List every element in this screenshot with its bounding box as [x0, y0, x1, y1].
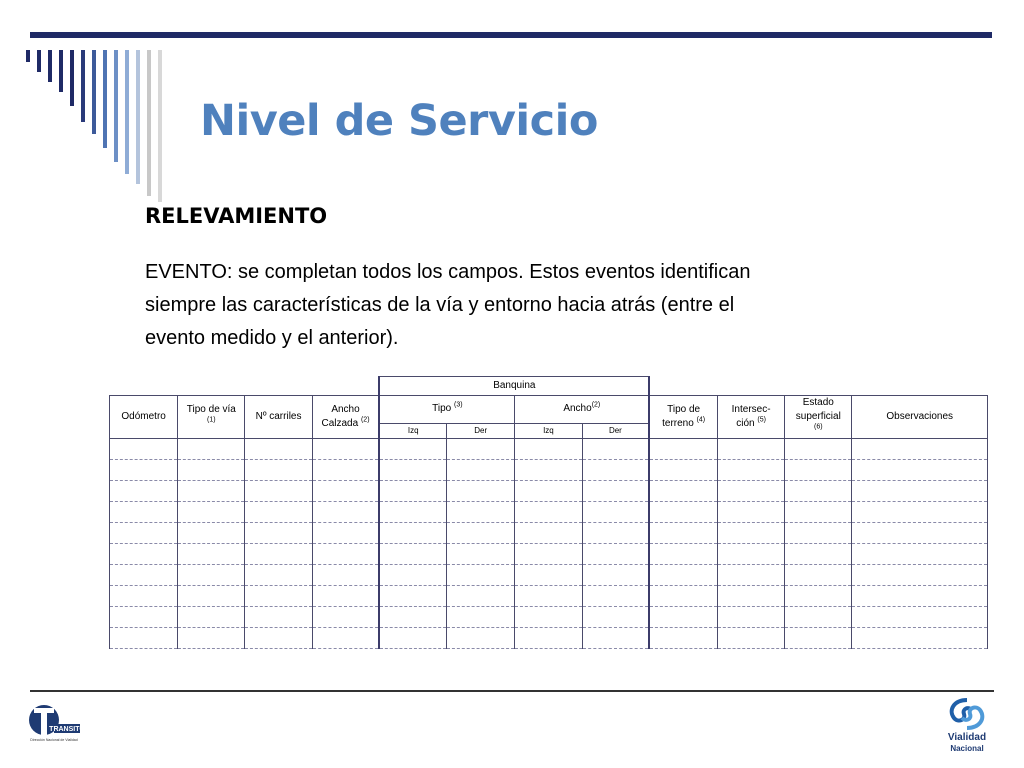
- table-cell[interactable]: [379, 481, 446, 502]
- table-cell[interactable]: [515, 544, 582, 565]
- table-cell[interactable]: [178, 628, 245, 649]
- transito-logo: [28, 702, 82, 744]
- table-cell[interactable]: [245, 586, 312, 607]
- table-cell[interactable]: [312, 607, 379, 628]
- tipo-izq-header: Izq: [379, 423, 446, 438]
- table-cell[interactable]: [852, 565, 988, 586]
- table-cell[interactable]: [110, 523, 178, 544]
- table-cell[interactable]: [785, 502, 852, 523]
- table-cell[interactable]: [110, 628, 178, 649]
- table-row: [110, 439, 988, 460]
- table-cell[interactable]: [515, 607, 582, 628]
- table-cell[interactable]: [515, 439, 582, 460]
- table-cell[interactable]: [245, 628, 312, 649]
- table-cell[interactable]: [515, 628, 582, 649]
- table-cell[interactable]: [312, 586, 379, 607]
- table-cell[interactable]: [852, 586, 988, 607]
- table-cell[interactable]: [717, 481, 784, 502]
- table-cell[interactable]: [447, 628, 515, 649]
- table-cell[interactable]: [785, 586, 852, 607]
- tipo-header: Tipo $^{(3)}$: [379, 396, 514, 424]
- table-row: [110, 544, 988, 565]
- table-cell[interactable]: [110, 607, 178, 628]
- table-cell[interactable]: [178, 460, 245, 481]
- table-cell[interactable]: [245, 565, 312, 586]
- table-cell[interactable]: [312, 565, 379, 586]
- table-cell[interactable]: [717, 439, 784, 460]
- banquina-header: Banquina: [379, 377, 649, 396]
- table-cell[interactable]: [717, 565, 784, 586]
- table-cell[interactable]: [717, 628, 784, 649]
- table-cell[interactable]: [649, 544, 717, 565]
- survey-table-container: [109, 376, 988, 658]
- table-cell[interactable]: [178, 586, 245, 607]
- table-cell[interactable]: [852, 523, 988, 544]
- table-cell[interactable]: [312, 460, 379, 481]
- table-cell[interactable]: [110, 502, 178, 523]
- table-cell[interactable]: [312, 481, 379, 502]
- table-cell[interactable]: [515, 502, 582, 523]
- tipo-terreno-header: Tipo de terreno $^{(4)}$: [649, 396, 717, 439]
- table-cell[interactable]: [447, 565, 515, 586]
- table-cell[interactable]: [312, 544, 379, 565]
- table-cell[interactable]: [178, 523, 245, 544]
- table-cell[interactable]: [582, 460, 649, 481]
- table-cell[interactable]: [515, 460, 582, 481]
- table-cell[interactable]: [447, 439, 515, 460]
- top-rule: [30, 32, 992, 38]
- table-cell[interactable]: [785, 544, 852, 565]
- table-cell[interactable]: [110, 565, 178, 586]
- table-cell[interactable]: [312, 439, 379, 460]
- vialidad-logo: [940, 696, 994, 754]
- table-cell[interactable]: [582, 544, 649, 565]
- table-cell[interactable]: [717, 586, 784, 607]
- table-cell[interactable]: [110, 481, 178, 502]
- table-cell[interactable]: [717, 544, 784, 565]
- nacional-label: Nacional: [950, 744, 984, 753]
- table-cell[interactable]: [447, 481, 515, 502]
- table-cell[interactable]: [178, 439, 245, 460]
- table-cell[interactable]: [649, 586, 717, 607]
- body-line: siempre las características de la vía y entorno hacia atrás (entre el: [145, 294, 735, 316]
- section-heading: RELEVAMIENTO: [145, 204, 328, 228]
- table-cell[interactable]: [852, 544, 988, 565]
- table-cell[interactable]: [379, 565, 446, 586]
- table-cell[interactable]: [379, 607, 446, 628]
- odometro-header: Odómetro: [110, 396, 178, 439]
- table-cell[interactable]: [582, 439, 649, 460]
- tipo-der-header: Der: [447, 423, 515, 438]
- table-cell[interactable]: [649, 460, 717, 481]
- table-cell[interactable]: [785, 481, 852, 502]
- table-cell[interactable]: [649, 565, 717, 586]
- body-line: EVENTO: se completan todos los campos. Estos eventos identifican: [145, 261, 751, 283]
- ancho-izq-header: Izq: [515, 423, 582, 438]
- table-cell[interactable]: [717, 460, 784, 481]
- table-cell[interactable]: [852, 502, 988, 523]
- svg-text:Dirección Nacional de Vialidad: Dirección Nacional de Vialidad: [30, 738, 78, 742]
- table-cell[interactable]: [785, 460, 852, 481]
- table-cell[interactable]: [649, 628, 717, 649]
- table-cell[interactable]: [379, 544, 446, 565]
- table-cell[interactable]: [649, 502, 717, 523]
- table-cell[interactable]: [245, 460, 312, 481]
- table-cell[interactable]: [245, 544, 312, 565]
- table-cell[interactable]: [785, 439, 852, 460]
- table-cell[interactable]: [110, 586, 178, 607]
- table-cell[interactable]: [852, 481, 988, 502]
- table-cell[interactable]: [649, 607, 717, 628]
- vialidad-label: Vialidad: [947, 732, 987, 743]
- table-cell[interactable]: [245, 607, 312, 628]
- interseccion-header: Intersec- ción $^{(5)}$: [717, 396, 784, 439]
- table-cell[interactable]: [379, 460, 446, 481]
- tipo-via-header: Tipo de vía $^{(1)}$: [178, 396, 245, 439]
- table-row: [110, 565, 988, 586]
- table-cell[interactable]: [447, 523, 515, 544]
- table-cell[interactable]: [785, 565, 852, 586]
- bottom-rule: [30, 690, 994, 692]
- table-row: [110, 481, 988, 502]
- ancho-calzada-header: Ancho Calzada $^{(2)}$: [312, 396, 379, 439]
- table-cell[interactable]: [515, 586, 582, 607]
- body-paragraph: [145, 256, 945, 355]
- decorative-stripes: [26, 50, 176, 210]
- table-cell[interactable]: [649, 439, 717, 460]
- table-cell[interactable]: [785, 628, 852, 649]
- table-cell[interactable]: [582, 607, 649, 628]
- table-cell[interactable]: [717, 523, 784, 544]
- table-row: [110, 523, 988, 544]
- table-cell[interactable]: [447, 586, 515, 607]
- table-cell[interactable]: [245, 523, 312, 544]
- body-line: evento medido y el anterior).: [145, 327, 399, 349]
- table-cell[interactable]: [447, 460, 515, 481]
- table-cell[interactable]: [852, 460, 988, 481]
- table-cell[interactable]: [447, 544, 515, 565]
- table-cell[interactable]: [178, 544, 245, 565]
- table-cell[interactable]: [178, 607, 245, 628]
- table-row: [110, 628, 988, 649]
- table-cell[interactable]: [649, 523, 717, 544]
- table-cell[interactable]: [447, 502, 515, 523]
- table-cell[interactable]: [245, 439, 312, 460]
- table-cell[interactable]: [852, 628, 988, 649]
- table-cell[interactable]: [852, 439, 988, 460]
- table-cell[interactable]: [312, 502, 379, 523]
- slide-title: Nivel de Servicio: [200, 96, 598, 146]
- table-cell[interactable]: [245, 481, 312, 502]
- table-cell[interactable]: [582, 523, 649, 544]
- table-cell[interactable]: [785, 523, 852, 544]
- table-cell[interactable]: [312, 628, 379, 649]
- table-cell[interactable]: [785, 607, 852, 628]
- table-row: [110, 502, 988, 523]
- table-cell[interactable]: [110, 439, 178, 460]
- table-row: [110, 460, 988, 481]
- observaciones-header: Observaciones: [852, 396, 988, 439]
- table-cell[interactable]: [379, 439, 446, 460]
- table-cell[interactable]: [582, 481, 649, 502]
- table-cell[interactable]: [379, 523, 446, 544]
- table-cell[interactable]: [379, 586, 446, 607]
- table-cell[interactable]: [110, 544, 178, 565]
- survey-table: [109, 376, 988, 649]
- ancho-header: Ancho$^{(2)}$: [515, 396, 649, 424]
- table-cell[interactable]: [649, 481, 717, 502]
- table-row: [110, 586, 988, 607]
- table-cell[interactable]: [178, 481, 245, 502]
- svg-text:TRANSITO: TRANSITO: [49, 726, 82, 733]
- table-cell[interactable]: [178, 502, 245, 523]
- table-cell[interactable]: [582, 502, 649, 523]
- table-cell[interactable]: [515, 481, 582, 502]
- table-cell[interactable]: [245, 502, 312, 523]
- table-cell[interactable]: [582, 586, 649, 607]
- table-cell[interactable]: [582, 565, 649, 586]
- ancho-der-header: Der: [582, 423, 649, 438]
- table-cell[interactable]: [515, 523, 582, 544]
- table-cell[interactable]: [178, 565, 245, 586]
- table-cell[interactable]: [379, 628, 446, 649]
- table-cell[interactable]: [852, 607, 988, 628]
- table-cell[interactable]: [312, 523, 379, 544]
- table-cell[interactable]: [447, 607, 515, 628]
- table-cell[interactable]: [582, 628, 649, 649]
- table-body: [110, 439, 988, 649]
- estado-superficial-header: Estado superficial $^{(6)}$: [785, 396, 852, 439]
- table-cell[interactable]: [379, 502, 446, 523]
- carriles-header: Nº carriles: [245, 396, 312, 439]
- table-cell[interactable]: [515, 565, 582, 586]
- table-cell[interactable]: [717, 607, 784, 628]
- table-cell[interactable]: [717, 502, 784, 523]
- table-cell[interactable]: [110, 460, 178, 481]
- table-row: [110, 607, 988, 628]
